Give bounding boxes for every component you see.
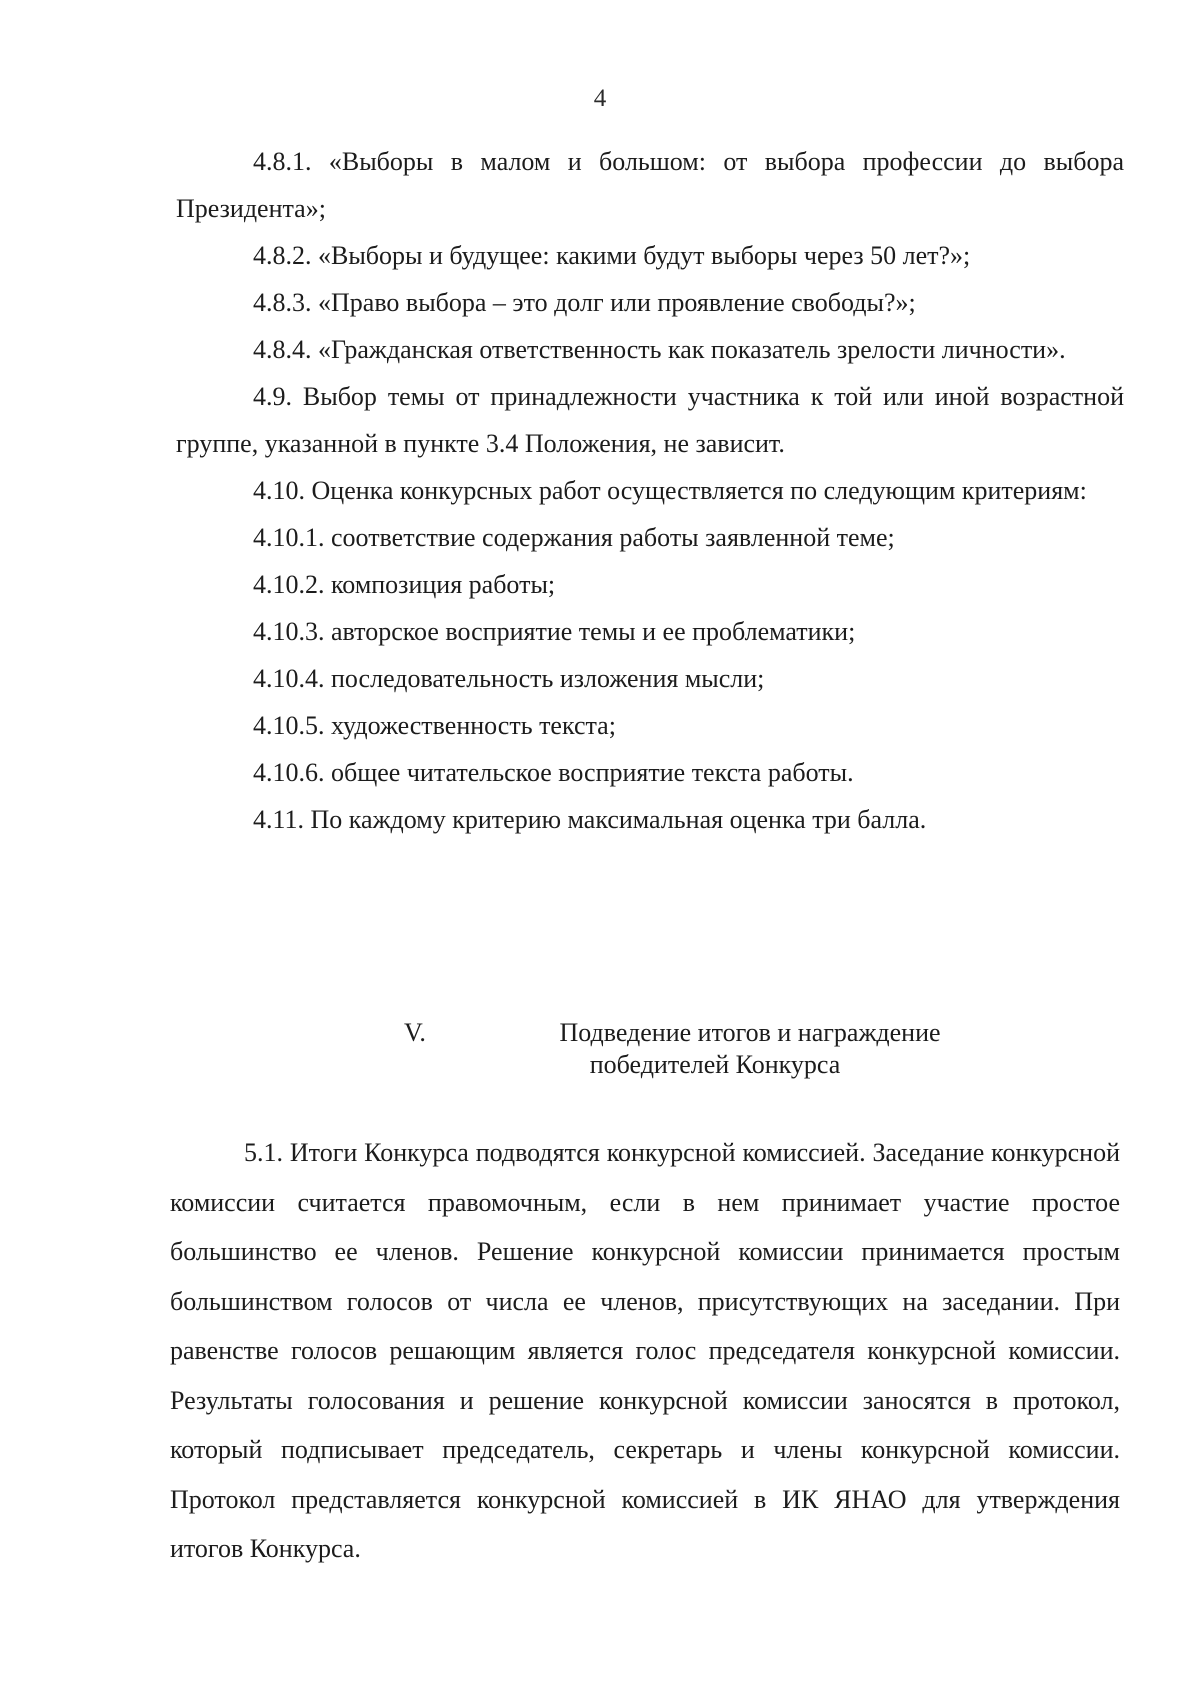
clause-4-8-1: 4.8.1. «Выборы в малом и большом: от выбора профессии до выбора Президента»; xyxy=(176,147,1124,223)
clause-4-11: 4.11. По каждому критерию максимальная оценка три балла. xyxy=(253,805,927,834)
section-heading xyxy=(400,1017,1000,1081)
page-number: 4 xyxy=(593,85,607,112)
clause-4-8-3: 4.8.3. «Право выбора – это долг или проявление свободы?»; xyxy=(253,288,916,317)
clause-4-10-3: 4.10.3. авторское восприятие темы и ее проблематики; xyxy=(253,617,856,646)
clause-4-10-5: 4.10.5. художественность текста; xyxy=(253,711,616,740)
clause-5-1: 5.1. Итоги Конкурса подводятся конкурсной комиссией. Заседание конкурсной комиссии считается правомочным, если в нем принимает участие простое большинство ее членов. Решение конкурсной комиссии принимается простым большинством голосов от числа ее членов, присутствующих на заседании. При равенстве голосов решающим является голос председателя конкурсной комиссии. Результаты голосования и решение конкурсной комиссии заносятся в протокол, который подписывает председатель, секретарь и члены конкурсной комиссии. Протокол представляется конкурсной комиссией в ИК ЯНАО для утверждения итогов Конкурса. xyxy=(170,1138,1120,1563)
clause-4-10-2: 4.10.2. композиция работы; xyxy=(253,570,556,599)
clause-4-9: 4.9. Выбор темы от принадлежности участника к той или иной возрастной группе, указанной в пункте 3.4 Положения, не зависит. xyxy=(176,382,1124,458)
clause-4-10: 4.10. Оценка конкурсных работ осуществляется по следующим критериям: xyxy=(253,476,1087,505)
clauses-section-5 xyxy=(170,1128,1120,1574)
clauses-section-4 xyxy=(176,138,1124,843)
clause-4-8-2: 4.8.2. «Выборы и будущее: какими будут выборы через 50 лет?»; xyxy=(253,241,971,270)
section-number: V. xyxy=(404,1018,426,1047)
section-title-line1: Подведение итогов и награждение xyxy=(559,1018,941,1047)
clause-4-8-4: 4.8.4. «Гражданская ответственность как показатель зрелости личности». xyxy=(253,335,1066,364)
clause-4-10-1: 4.10.1. соответствие содержания работы заявленной теме; xyxy=(253,523,895,552)
section-title-line2: победителей Конкурса xyxy=(589,1050,841,1079)
clause-4-10-4: 4.10.4. последовательность изложения мысли; xyxy=(253,664,765,693)
clause-4-10-6: 4.10.6. общее читательское восприятие текста работы. xyxy=(253,758,854,787)
